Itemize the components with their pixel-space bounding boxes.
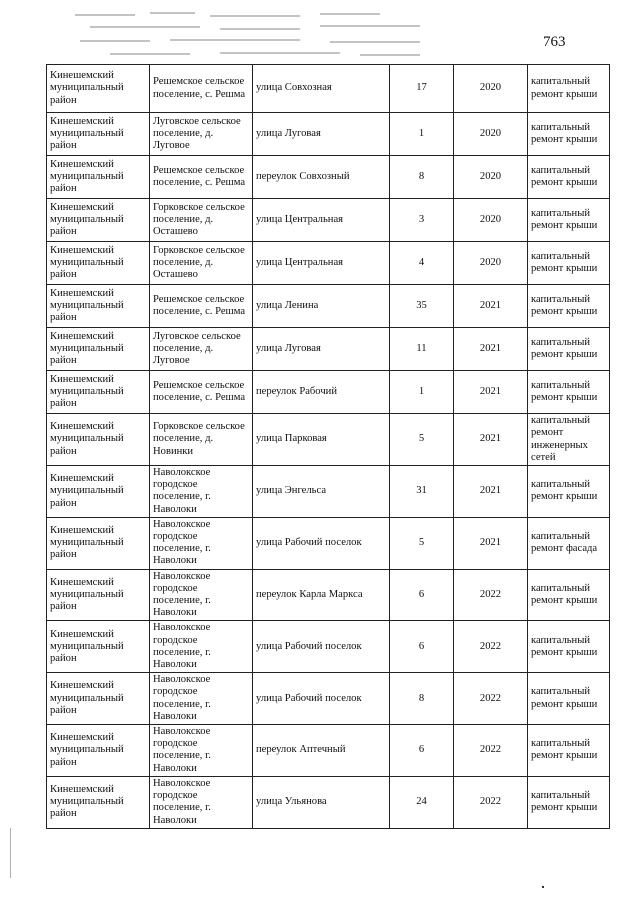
cell-settlement: Горковское сельское поселение, д. Осташево xyxy=(150,199,253,242)
cell-year: 2020 xyxy=(454,65,528,113)
cell-year: 2020 xyxy=(454,242,528,285)
cell-settlement: Наволокское городское поселение, г. Наволоки xyxy=(150,621,253,673)
cell-street: улица Совхозная xyxy=(253,65,390,113)
cell-street: улица Рабочий поселок xyxy=(253,673,390,725)
cell-house: 1 xyxy=(390,113,454,156)
cell-house: 8 xyxy=(390,673,454,725)
cell-house: 5 xyxy=(390,517,454,569)
cell-street: улица Луговая xyxy=(253,113,390,156)
cell-house: 24 xyxy=(390,776,454,828)
cell-street: улица Ульянова xyxy=(253,776,390,828)
scan-mark xyxy=(542,886,544,888)
cell-house: 6 xyxy=(390,725,454,777)
cell-street: переулок Карла Маркса xyxy=(253,569,390,621)
cell-street: улица Рабочий поселок xyxy=(253,517,390,569)
cell-year: 2022 xyxy=(454,569,528,621)
cell-work-type: капитальный ремонт крыши xyxy=(528,621,610,673)
cell-district: Кинешемский муниципальный район xyxy=(47,621,150,673)
cell-district: Кинешемский муниципальный район xyxy=(47,725,150,777)
cell-street: улица Рабочий поселок xyxy=(253,621,390,673)
cell-year: 2021 xyxy=(454,371,528,414)
table-row xyxy=(47,113,610,156)
cell-work-type: капитальный ремонт фасада xyxy=(528,517,610,569)
cell-year: 2020 xyxy=(454,113,528,156)
cell-year: 2022 xyxy=(454,673,528,725)
table-row xyxy=(47,414,610,466)
cell-district: Кинешемский муниципальный район xyxy=(47,569,150,621)
cell-work-type: капитальный ремонт крыши xyxy=(528,673,610,725)
cell-house: 4 xyxy=(390,242,454,285)
cell-house: 31 xyxy=(390,466,454,518)
cell-year: 2020 xyxy=(454,199,528,242)
cell-settlement: Горковское сельское поселение, д. Осташево xyxy=(150,242,253,285)
cell-year: 2020 xyxy=(454,156,528,199)
cell-work-type: капитальный ремонт крыши xyxy=(528,242,610,285)
table-row xyxy=(47,569,610,621)
cell-settlement: Решемское сельское поселение, с. Решма xyxy=(150,285,253,328)
table-row xyxy=(47,285,610,328)
cell-settlement: Наволокское городское поселение, г. Наволоки xyxy=(150,517,253,569)
cell-district: Кинешемский муниципальный район xyxy=(47,776,150,828)
cell-district: Кинешемский муниципальный район xyxy=(47,242,150,285)
cell-house: 6 xyxy=(390,569,454,621)
cell-settlement: Решемское сельское поселение, с. Решма xyxy=(150,371,253,414)
cell-street: улица Парковая xyxy=(253,414,390,466)
cell-settlement: Наволокское городское поселение, г. Наволоки xyxy=(150,466,253,518)
cell-year: 2021 xyxy=(454,285,528,328)
cell-year: 2021 xyxy=(454,414,528,466)
cell-house: 35 xyxy=(390,285,454,328)
cell-work-type: капитальный ремонт инженерных сетей xyxy=(528,414,610,466)
cell-settlement: Наволокское городское поселение, г. Наволоки xyxy=(150,725,253,777)
cell-district: Кинешемский муниципальный район xyxy=(47,113,150,156)
scan-mark xyxy=(10,828,11,878)
cell-house: 6 xyxy=(390,621,454,673)
cell-settlement: Горковское сельское поселение, д. Новинки xyxy=(150,414,253,466)
page-number: 763 xyxy=(543,34,566,50)
cell-street: улица Ленина xyxy=(253,285,390,328)
table-row xyxy=(47,371,610,414)
cell-district: Кинешемский муниципальный район xyxy=(47,285,150,328)
cell-street: переулок Совхозный xyxy=(253,156,390,199)
cell-district: Кинешемский муниципальный район xyxy=(47,328,150,371)
cell-district: Кинешемский муниципальный район xyxy=(47,371,150,414)
cell-house: 17 xyxy=(390,65,454,113)
cell-year: 2022 xyxy=(454,725,528,777)
cell-district: Кинешемский муниципальный район xyxy=(47,466,150,518)
cell-work-type: капитальный ремонт крыши xyxy=(528,285,610,328)
cell-work-type: капитальный ремонт крыши xyxy=(528,371,610,414)
cell-settlement: Решемское сельское поселение, с. Решма xyxy=(150,65,253,113)
cell-year: 2021 xyxy=(454,328,528,371)
table-row xyxy=(47,328,610,371)
cell-year: 2021 xyxy=(454,517,528,569)
cell-street: улица Центральная xyxy=(253,242,390,285)
cell-work-type: капитальный ремонт крыши xyxy=(528,725,610,777)
cell-year: 2022 xyxy=(454,776,528,828)
cell-work-type: капитальный ремонт крыши xyxy=(528,776,610,828)
table-row xyxy=(47,242,610,285)
cell-street: улица Луговая xyxy=(253,328,390,371)
cell-house: 3 xyxy=(390,199,454,242)
cell-settlement: Луговское сельское поселение, д. Луговое xyxy=(150,328,253,371)
cell-district: Кинешемский муниципальный район xyxy=(47,65,150,113)
table-row xyxy=(47,673,610,725)
cell-settlement: Луговское сельское поселение, д. Луговое xyxy=(150,113,253,156)
objects-table xyxy=(46,64,610,829)
table-row xyxy=(47,517,610,569)
cell-year: 2022 xyxy=(454,621,528,673)
table-row xyxy=(47,199,610,242)
cell-house: 8 xyxy=(390,156,454,199)
table-row xyxy=(47,156,610,199)
cell-work-type: капитальный ремонт крыши xyxy=(528,569,610,621)
cell-work-type: капитальный ремонт крыши xyxy=(528,199,610,242)
cell-work-type: капитальный ремонт крыши xyxy=(528,328,610,371)
cell-work-type: капитальный ремонт крыши xyxy=(528,65,610,113)
cell-house: 5 xyxy=(390,414,454,466)
cell-district: Кинешемский муниципальный район xyxy=(47,673,150,725)
cell-house: 11 xyxy=(390,328,454,371)
cell-settlement: Наволокское городское поселение, г. Наволоки xyxy=(150,776,253,828)
cell-settlement: Наволокское городское поселение, г. Наволоки xyxy=(150,673,253,725)
cell-district: Кинешемский муниципальный район xyxy=(47,517,150,569)
cell-street: переулок Аптечный xyxy=(253,725,390,777)
scan-noise-header xyxy=(70,6,450,66)
cell-year: 2021 xyxy=(454,466,528,518)
cell-street: улица Центральная xyxy=(253,199,390,242)
cell-work-type: капитальный ремонт крыши xyxy=(528,156,610,199)
table-row xyxy=(47,466,610,518)
cell-work-type: капитальный ремонт крыши xyxy=(528,466,610,518)
cell-work-type: капитальный ремонт крыши xyxy=(528,113,610,156)
table-row xyxy=(47,65,610,113)
table-row xyxy=(47,776,610,828)
cell-house: 1 xyxy=(390,371,454,414)
cell-district: Кинешемский муниципальный район xyxy=(47,199,150,242)
table-row xyxy=(47,725,610,777)
cell-settlement: Наволокское городское поселение, г. Наволоки xyxy=(150,569,253,621)
table-row xyxy=(47,621,610,673)
cell-district: Кинешемский муниципальный район xyxy=(47,414,150,466)
cell-street: улица Энгельса xyxy=(253,466,390,518)
cell-settlement: Решемское сельское поселение, с. Решма xyxy=(150,156,253,199)
cell-district: Кинешемский муниципальный район xyxy=(47,156,150,199)
cell-street: переулок Рабочий xyxy=(253,371,390,414)
